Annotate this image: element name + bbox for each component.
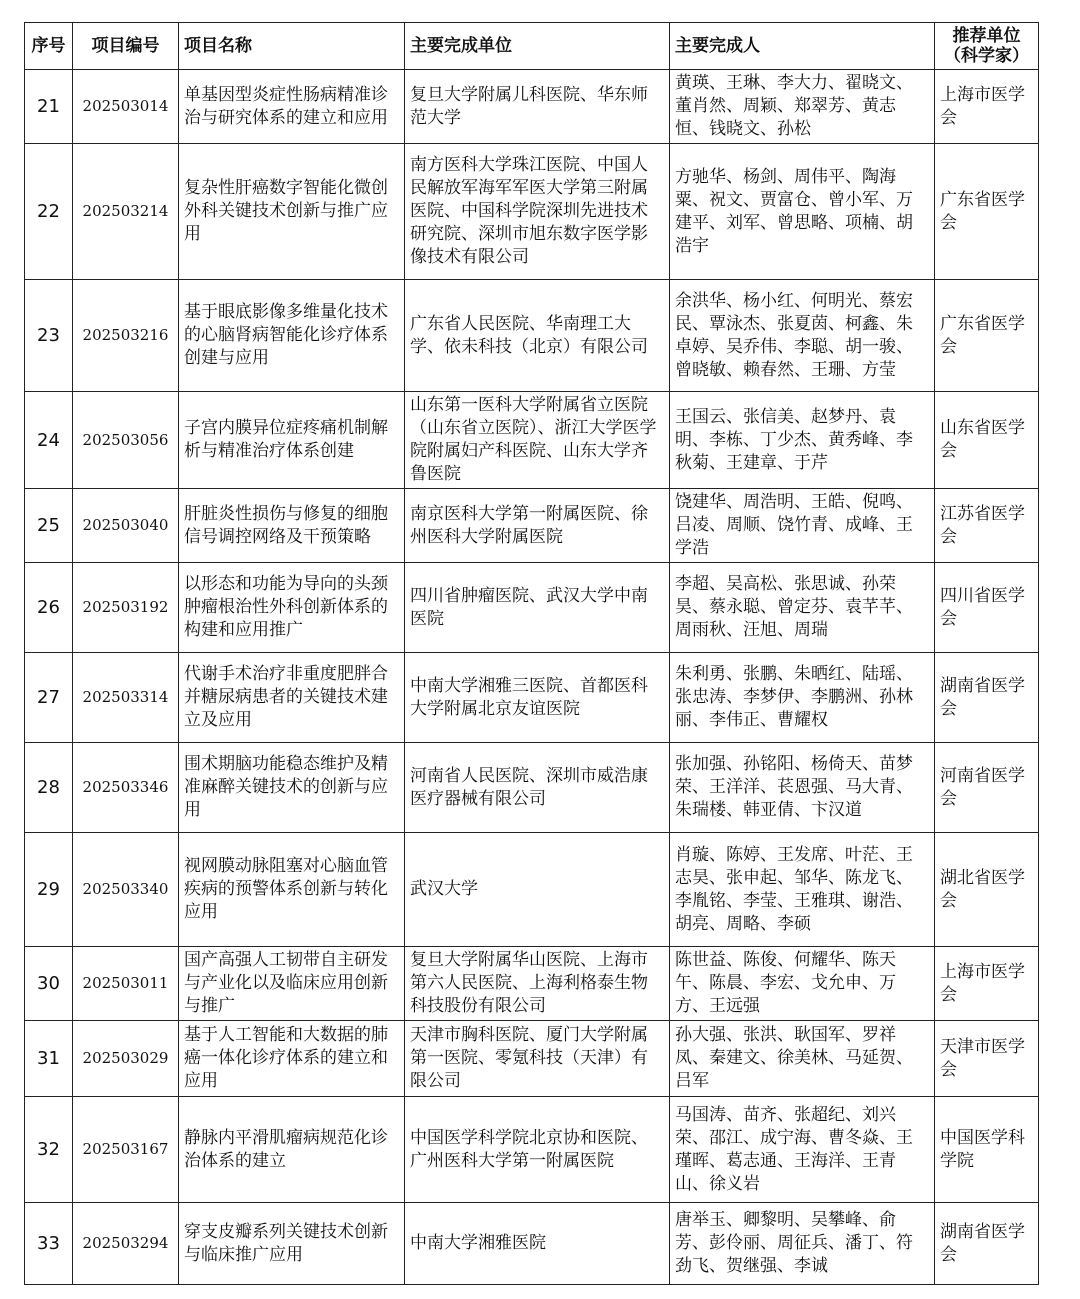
row-recommender: 湖南省医学会 [935,653,1039,743]
row-units: 天津市胸科医院、厦门大学附属第一医院、零氪科技（天津）有限公司 [405,1021,670,1097]
row-recommender: 湖北省医学会 [935,833,1039,947]
header-people: 主要完成人 [670,23,935,70]
row-project-name: 肝脏炎性损伤与修复的细胞信号调控网络及干预策略 [179,489,405,563]
row-project-name: 视网膜动脉阻塞对心脑血管疾病的预警体系创新与转化应用 [179,833,405,947]
row-people: 唐举玉、卿黎明、吴攀峰、俞芳、彭伶丽、周征兵、潘丁、符劲飞、贺继强、李诚 [670,1203,935,1285]
row-units: 复旦大学附属华山医院、上海市第六人民医院、上海利格泰生物科技股份有限公司 [405,947,670,1021]
row-project-name: 基于人工智能和大数据的肺癌一体化诊疗体系的建立和应用 [179,1021,405,1097]
row-recommender: 湖南省医学会 [935,1203,1039,1285]
row-recommender: 广东省医学会 [935,280,1039,392]
table-row [25,833,1039,947]
row-recommender: 上海市医学会 [935,947,1039,1021]
row-recommender: 河南省医学会 [935,743,1039,833]
row-project-name: 围术期脑功能稳态维护及精准麻醉关键技术的创新与应用 [179,743,405,833]
table-row [25,392,1039,489]
row-project-code: 202503314 [73,653,179,743]
table-header-row [25,23,1039,70]
row-seq: 31 [25,1021,73,1097]
row-project-code: 202503216 [73,280,179,392]
table-row [25,653,1039,743]
table-row [25,1097,1039,1203]
row-people: 张加强、孙铭阳、杨倚天、苗梦荣、王洋洋、苌恩强、马大青、朱瑞楼、韩亚倩、卞汉道 [670,743,935,833]
row-recommender: 上海市医学会 [935,70,1039,144]
row-seq: 29 [25,833,73,947]
row-units: 河南省人民医院、深圳市威浩康医疗器械有限公司 [405,743,670,833]
row-recommender: 天津市医学会 [935,1021,1039,1097]
row-units: 四川省肿瘤医院、武汉大学中南医院 [405,563,670,653]
row-people: 王国云、张信美、赵梦丹、袁明、李栋、丁少杰、黄秀峰、李秋菊、王建章、于芹 [670,392,935,489]
row-seq: 32 [25,1097,73,1203]
row-seq: 25 [25,489,73,563]
table-row [25,743,1039,833]
table-body [25,70,1039,1285]
row-recommender: 中国医学科学院 [935,1097,1039,1203]
row-units: 武汉大学 [405,833,670,947]
row-recommender: 山东省医学会 [935,392,1039,489]
row-project-name: 代谢手术治疗非重度肥胖合并糖尿病患者的关键技术建立及应用 [179,653,405,743]
row-project-code: 202503040 [73,489,179,563]
row-units: 山东第一医科大学附属省立医院（山东省立医院）、浙江大学医学院附属妇产科医院、山东大学齐鲁医院 [405,392,670,489]
row-seq: 22 [25,144,73,280]
table-row [25,1021,1039,1097]
row-project-code: 202503346 [73,743,179,833]
row-project-name: 静脉内平滑肌瘤病规范化诊治体系的建立 [179,1097,405,1203]
row-seq: 27 [25,653,73,743]
row-units: 中国医学科学院北京协和医院、广州医科大学第一附属医院 [405,1097,670,1203]
row-units: 南京医科大学第一附属医院、徐州医科大学附属医院 [405,489,670,563]
row-people: 孙大强、张洪、耿国军、罗祥凤、秦建文、徐美林、马延贺、吕军 [670,1021,935,1097]
table-row [25,70,1039,144]
table-row [25,947,1039,1021]
row-recommender: 四川省医学会 [935,563,1039,653]
row-project-code: 202503340 [73,833,179,947]
table-row [25,563,1039,653]
row-seq: 24 [25,392,73,489]
row-people: 肖璇、陈婷、王发席、叶茫、王志昊、张申起、邹华、陈龙飞、李胤铭、李莹、王雅琪、谢浩、胡亮、周略、李硕 [670,833,935,947]
row-people: 朱利勇、张鹏、朱晒红、陆瑶、张忠涛、李梦伊、李鹏洲、孙林丽、李伟正、曹耀权 [670,653,935,743]
row-project-name: 子宫内膜异位症疼痛机制解析与精准治疗体系创建 [179,392,405,489]
row-people: 饶建华、周浩明、王皓、倪鸣、吕凌、周顺、饶竹青、成峰、王学浩 [670,489,935,563]
row-people: 李超、吴高松、张思诚、孙荣昊、蔡永聪、曾定芬、袁芊芊、周雨秋、汪旭、周瑞 [670,563,935,653]
row-project-code: 202503056 [73,392,179,489]
row-seq: 21 [25,70,73,144]
table-row [25,144,1039,280]
row-units: 复旦大学附属儿科医院、华东师范大学 [405,70,670,144]
awards-table-wrapper [24,22,1038,1285]
row-people: 马国涛、苗齐、张超纪、刘兴荣、邵江、成宁海、曹冬焱、王瑾晖、葛志通、王海洋、王青山、徐义岩 [670,1097,935,1203]
row-seq: 30 [25,947,73,1021]
row-project-code: 202503294 [73,1203,179,1285]
row-people: 陈世益、陈俊、何耀华、陈天午、陈晨、李宏、戈允申、万方、王远强 [670,947,935,1021]
row-project-name: 穿支皮瓣系列关键技术创新与临床推广应用 [179,1203,405,1285]
row-project-code: 202503214 [73,144,179,280]
row-seq: 28 [25,743,73,833]
header-seq: 序号 [25,23,73,70]
row-project-code: 202503014 [73,70,179,144]
row-project-code: 202503029 [73,1021,179,1097]
row-project-name: 以形态和功能为导向的头颈肿瘤根治性外科创新体系的构建和应用推广 [179,563,405,653]
row-project-name: 基于眼底影像多维量化技术的心脑肾病智能化诊疗体系创建与应用 [179,280,405,392]
row-units: 中南大学湘雅三医院、首都医科大学附属北京友谊医院 [405,653,670,743]
row-people: 黄瑛、王琳、李大力、翟晓文、董肖然、周颖、郑翠芳、黄志恒、钱晓文、孙松 [670,70,935,144]
header-units: 主要完成单位 [405,23,670,70]
row-recommender: 江苏省医学会 [935,489,1039,563]
row-people: 方驰华、杨剑、周伟平、陶海粟、祝文、贾富仓、曾小军、万建平、刘军、曾思略、项楠、胡浩宇 [670,144,935,280]
row-seq: 23 [25,280,73,392]
row-project-code: 202503192 [73,563,179,653]
header-project-name: 项目名称 [179,23,405,70]
table-row [25,489,1039,563]
row-recommender: 广东省医学会 [935,144,1039,280]
row-units: 南方医科大学珠江医院、中国人民解放军海军军医大学第三附属医院、中国科学院深圳先进技术研究院、深圳市旭东数字医学影像技术有限公司 [405,144,670,280]
row-project-code: 202503167 [73,1097,179,1203]
table-row [25,280,1039,392]
row-project-name: 单基因型炎症性肠病精准诊治与研究体系的建立和应用 [179,70,405,144]
row-people: 余洪华、杨小红、何明光、蔡宏民、覃泳杰、张夏茵、柯鑫、朱卓婷、吴乔伟、李聪、胡一骏、曾晓敏、赖春然、王珊、方莹 [670,280,935,392]
row-project-code: 202503011 [73,947,179,1021]
row-units: 中南大学湘雅医院 [405,1203,670,1285]
row-seq: 26 [25,563,73,653]
row-units: 广东省人民医院、华南理工大学、依未科技（北京）有限公司 [405,280,670,392]
row-project-name: 复杂性肝癌数字智能化微创外科关键技术创新与推广应用 [179,144,405,280]
header-recommender: 推荐单位 （科学家） [935,23,1039,70]
awards-table [24,22,1039,1285]
row-project-name: 国产高强人工韧带自主研发与产业化以及临床应用创新与推广 [179,947,405,1021]
table-row [25,1203,1039,1285]
row-seq: 33 [25,1203,73,1285]
header-code: 项目编号 [73,23,179,70]
